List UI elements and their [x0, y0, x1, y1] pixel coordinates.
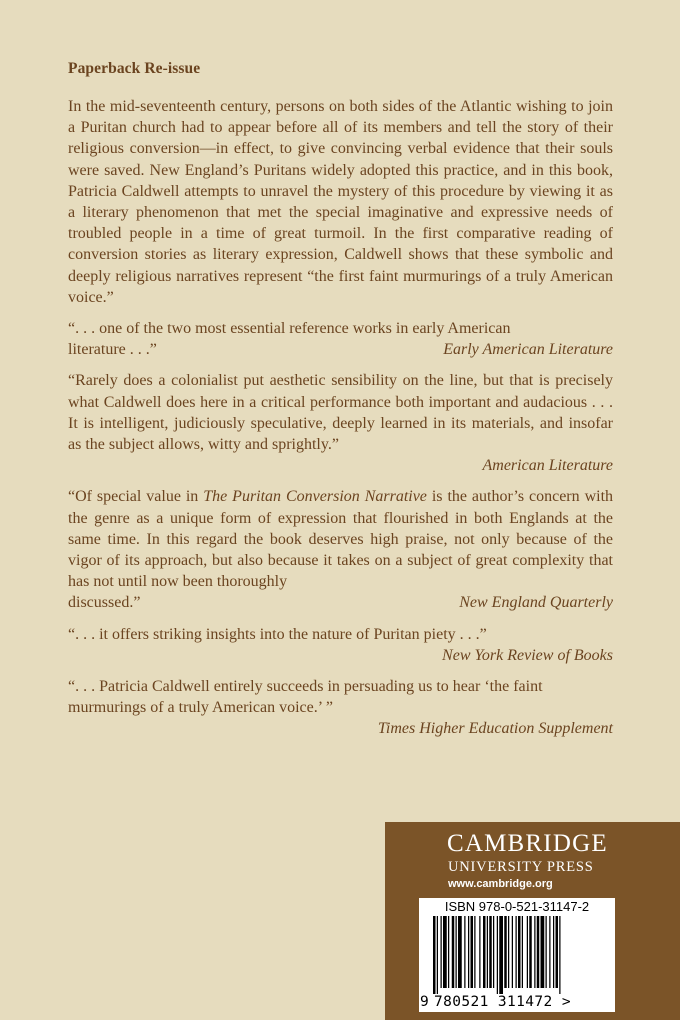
isbn-label: ISBN 978-0-521-31147-2 [444, 899, 590, 914]
review-times-higher-education [68, 676, 613, 740]
review-quote-end: discussed.” [68, 594, 141, 612]
publisher-logo [447, 830, 647, 890]
reissue-heading: Paperback Re-issue [68, 60, 201, 77]
review-new-england-quarterly [68, 486, 613, 613]
review-quote: “. . . it offers striking insights into the nature of Puritan piety . . .” [68, 625, 487, 643]
review-source: Early American Literature [443, 341, 613, 359]
isbn-barcode [419, 898, 615, 1012]
review-quote: “Of special value in The Puritan Conversion Narrative is the author’s concern with the genre as a unique form of expression that flourished in both Englands at the same time. In this regard the book deserves high praise, not only because of the vigor of its approach, but also because it takes on a subject of great complexity that has not until now been thoroughly [68, 488, 614, 591]
review-source: American Literature [482, 457, 613, 475]
review-source: Times Higher Education Supplement [377, 720, 613, 738]
review-source: New York Review of Books [442, 646, 613, 664]
publisher-panel [385, 822, 680, 1020]
review-quote-end: literature . . .” [68, 341, 157, 359]
book-description: In the mid-seventeenth century, persons on both sides of the Atlantic wishing to join a Puritan church had to appear before all of its members and tell the story of their religious conversion—in effect, to give convincing verbal evidence that their souls were saved. New England’s Puritans widely adopted this practice, and in this book, Patricia Caldwell attempts to unravel the mystery of this procedure by viewing it as a literary phenomenon that met the special imaginative and expressive needs of troubled people in a time of great turmoil. In the first comparative reading of conversion stories as literary expression, Caldwell shows that these symbolic and deeply religious narratives represent “the first faint murmurings of a truly American voice.” [68, 98, 613, 306]
review-quote: “Rarely does a colonialist put aesthetic sensibility on the line, but that is precisely what Caldwell does here in a critical performance both important and audacious . . . It is intelligent, judiciously speculative, deeply learned in its materials, and insofar as the subject allows, witty and sprightly.” [68, 372, 613, 454]
publisher-url: www.cambridge.org [448, 878, 553, 890]
review-new-york-review-of-books [68, 624, 613, 666]
review-source: New England Quarterly [459, 594, 613, 612]
publisher-name: CAMBRIDGE [447, 830, 608, 857]
ean-first-digit: 9 [420, 994, 430, 1010]
review-early-american-literature [68, 318, 613, 360]
review-american-literature [68, 370, 613, 476]
review-quote: “. . . Patricia Caldwell entirely succeeds in persuading us to hear ‘the faint murmurings of a truly American voice.’ ” [68, 678, 543, 717]
ean-remaining-digits: 780521 311472 > [434, 994, 571, 1010]
review-quote: “. . . one of the two most essential reference works in early American [68, 320, 511, 338]
back-cover-text [68, 60, 613, 750]
book-title: The Puritan Conversion Narrative [203, 488, 427, 506]
barcode-bars-icon [427, 916, 609, 996]
publisher-press: UNIVERSITY PRESS [448, 859, 594, 875]
